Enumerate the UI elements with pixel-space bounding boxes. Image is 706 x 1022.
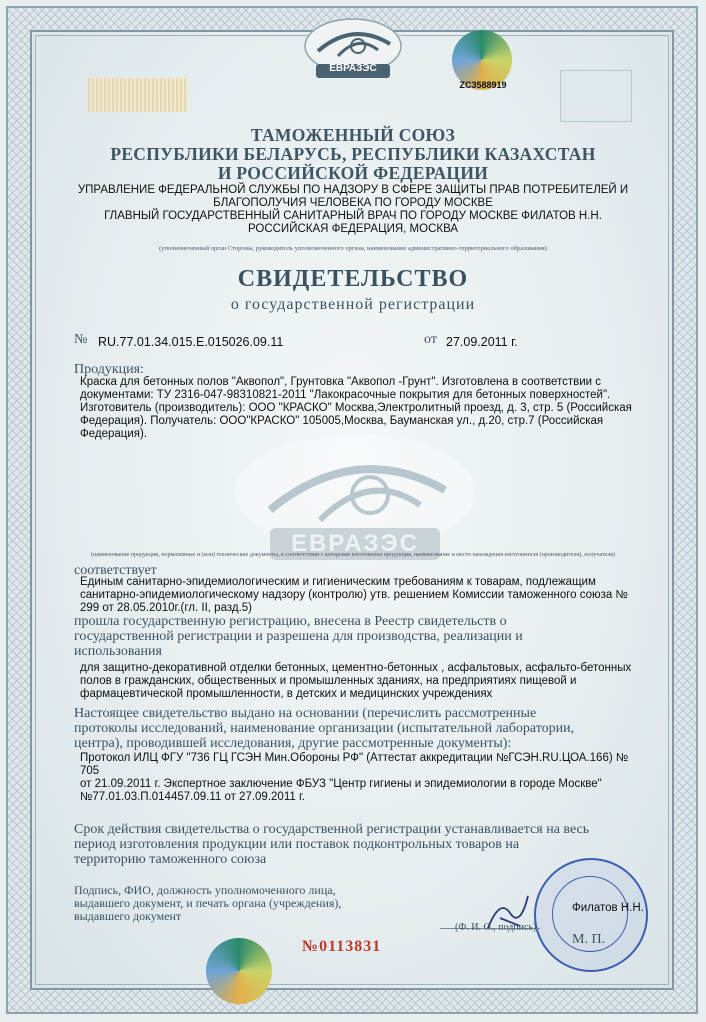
product-line: Федерация). Получатель: ООО"КРАСКО" 105005,Москва, Бауманская ул., д.20, стр.7 (Российская bbox=[80, 415, 604, 427]
basis-line: Протокол ИЛЦ ФГУ "736 ГЦ ГСЭН Мин.Обороны РФ" (Аттестат аккредитации №ГСЭН.RU.ЦОА.166) № 705 bbox=[80, 752, 629, 777]
security-strip bbox=[88, 78, 188, 112]
product-line: Изготовитель (производитель): ООО "КРАСКО" Москва,Электролитный проезд, д. 3, стр. 5 (Российская bbox=[80, 402, 632, 414]
validity-statement bbox=[74, 822, 636, 867]
security-patch bbox=[560, 70, 632, 122]
validity-line: Срок действия свидетельства о государственной регистрации устанавливается на весь bbox=[74, 822, 590, 837]
emblem-text: ЕВРАЗЭС bbox=[329, 63, 377, 74]
registry-text-line: использования bbox=[74, 644, 162, 659]
signature-caption-line: выдавшего документ, и печать органа (учреждения), bbox=[74, 896, 342, 910]
usage-line: для защитно-декоративной отделки бетонных, цементно-бетонных , асфальтовых, асфальто-бетонных bbox=[80, 662, 632, 674]
certificate-subtitle: о государственной регистрации bbox=[230, 296, 476, 313]
compliance-line: санитарно-эпидемиологическому надзору (контролю) утв. решением Комиссии таможенного союза № bbox=[80, 589, 628, 601]
validity-line: период изготовления продукции или поставок подконтрольных товаров на bbox=[74, 837, 520, 852]
registry-statement bbox=[74, 614, 636, 659]
basis-text-line: Настоящее свидетельство выдано на основании (перечислить рассмотренные bbox=[74, 706, 537, 721]
basis-documents bbox=[80, 752, 640, 804]
hologram-number: ZC3588919 bbox=[459, 80, 507, 90]
certificate-title: СВИДЕТЕЛЬСТВО bbox=[237, 266, 469, 292]
serial-number: №0113831 bbox=[302, 938, 382, 955]
product-label: Продукция: bbox=[74, 362, 144, 377]
product-line: Краска для бетонных полов "Аквопол", Грунтовка "Аквопол -Грунт". Изготовлена в соответствии с bbox=[80, 376, 602, 388]
basis-text-line: центра), проводившей исследования, другие рассмотренные документы): bbox=[74, 736, 512, 751]
basis-line: от 21.09.2011 г. Экспертное заключение ФБУЗ "Центр гигиены и эпидемиологии в городе Москве" bbox=[80, 778, 602, 790]
date-label: от bbox=[424, 332, 437, 347]
compliance-text bbox=[80, 576, 640, 615]
usage-line: полов в гражданских, общественных и промышленных зданиях, на предприятиях пищевой и bbox=[80, 675, 577, 687]
product-caption: (наименование продукции, нормативные и (или) технические документы, в соответствии с которыми изготовлена продукция, наименование и место нахождения изготовителя (производителя), получателя) bbox=[90, 552, 615, 558]
certificate-number: RU.77.01.34.015.Е.015026.09.11 bbox=[98, 335, 284, 349]
agency-line-2: БЛАГОПОЛУЧИЯ ЧЕЛОВЕКА ПО ГОРОДУ МОСКВЕ bbox=[213, 197, 493, 209]
number-label: № bbox=[74, 332, 88, 347]
watermark-text: ЕВРАЗЭС bbox=[290, 530, 419, 557]
mp-label: М. П. bbox=[572, 932, 606, 947]
basis-line: №77.01.03.П.014457.09.11 от 27.09.2011 г. bbox=[80, 791, 305, 803]
compliance-line: 299 от 28.05.2010г.(гл. II, разд.5) bbox=[80, 602, 252, 614]
certificate-date: 27.09.2011 г. bbox=[446, 335, 518, 349]
agency-line-4: РОССИЙСКАЯ ФЕДЕРАЦИЯ, МОСКВА bbox=[247, 223, 459, 235]
signature-caption bbox=[74, 884, 404, 923]
usage-line: фармацевтической промышленности, в детских и медицинских учреждениях bbox=[80, 688, 493, 700]
compliance-line: Единым санитарно-эпидемиологическим и гигиеническим требованиям к товарам, подлежащим bbox=[80, 576, 596, 588]
agency-caption: (уполномоченный орган Стороны, руководитель уполномоченного органа, наименование административно-территориального образования) bbox=[159, 245, 547, 252]
hologram-bottom bbox=[206, 938, 272, 1004]
header-line-3: И РОССИЙСКОЙ ФЕДЕРАЦИИ bbox=[217, 163, 489, 183]
signature-caption-line: Подпись, ФИО, должность уполномоченного лица, bbox=[74, 883, 336, 897]
product-line: Федерация). bbox=[80, 428, 148, 440]
header-line-1: ТАМОЖЕННЫЙ СОЮЗ bbox=[250, 125, 456, 145]
registry-text-line: прошла государственную регистрацию, внесена в Реестр свидетельств о bbox=[74, 614, 507, 629]
basis-statement bbox=[74, 706, 636, 751]
signer-name: Филатов Н.Н. bbox=[572, 902, 644, 914]
agency-line-1: УПРАВЛЕНИЕ ФЕДЕРАЛЬНОЙ СЛУЖБЫ ПО НАДЗОРУ В СФЕРЕ ЗАЩИТЫ ПРАВ ПОТРЕБИТЕЛЕЙ И bbox=[77, 184, 629, 196]
signature-caption-line: выдавшего документ bbox=[74, 909, 182, 923]
basis-text-line: протоколы исследований, наименование организации (испытательной лаборатории, bbox=[74, 721, 575, 736]
product-line: документами: ТУ 2316-047-98310821-2011 "Лакокрасочные покрытия для бетонных поверхностей". bbox=[80, 389, 611, 401]
agency-line-3: ГЛАВНЫЙ ГОСУДАРСТВЕННЫЙ САНИТАРНЫЙ ВРАЧ ПО ГОРОДУ МОСКВЕ ФИЛАТОВ Н.Н. bbox=[104, 210, 602, 222]
fio-caption: (Ф. И. О., подпись) bbox=[455, 922, 537, 933]
usage-text bbox=[80, 662, 640, 701]
registry-text-line: государственной регистрации и разрешена для производства, реализации и bbox=[74, 629, 523, 644]
validity-line: территорию таможенного союза bbox=[74, 852, 267, 867]
compliance-label: соответствует bbox=[74, 563, 157, 578]
header-line-2: РЕСПУБЛИКИ БЕЛАРУСЬ, РЕСПУБЛИКИ КАЗАХСТАН bbox=[110, 144, 596, 164]
